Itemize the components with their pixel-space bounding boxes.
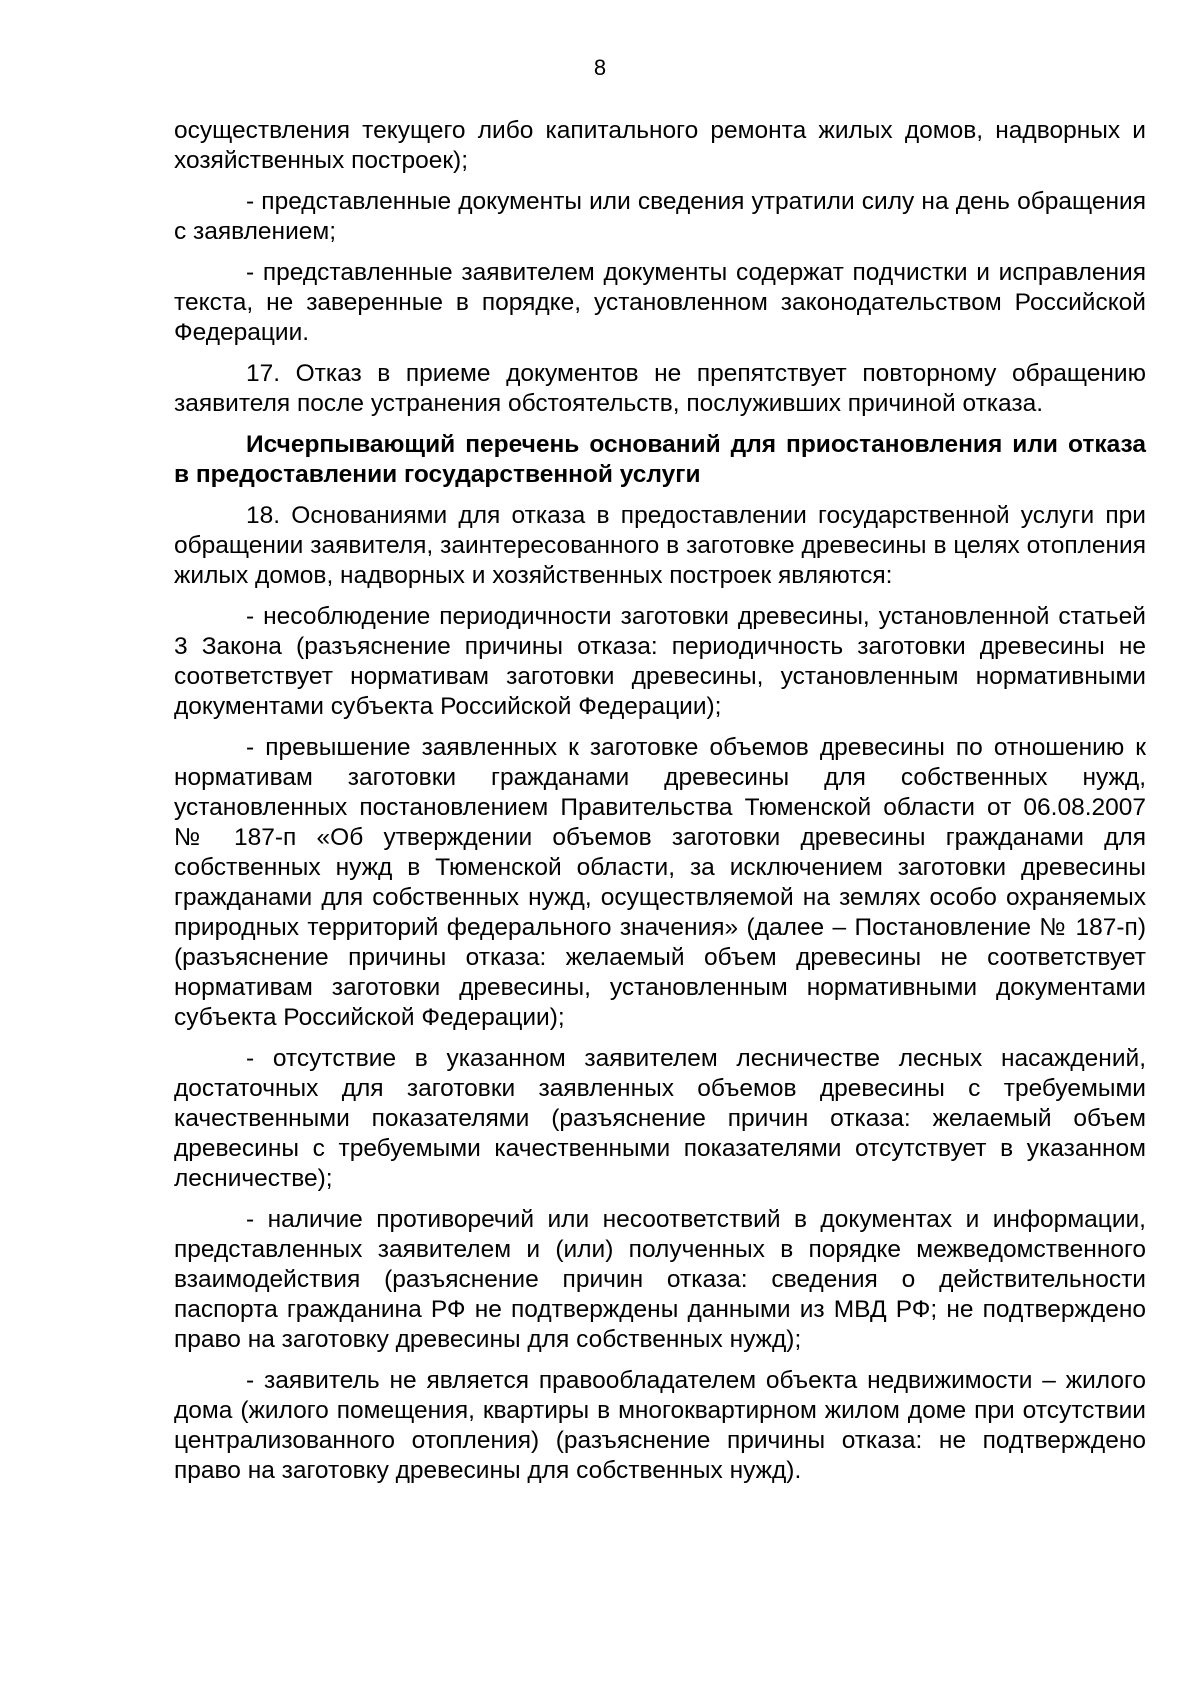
document-body <box>174 116 1146 1497</box>
paragraph-periodicity: - несоблюдение периодичности заготовки древесины, установленной статьей 3 Закона (разъяснение причины отказа: периодичность заготовки древесины не соответствует нормативам заготовки древесины, установленным нормативными документами субъекта Российской Федерации); <box>174 603 1146 720</box>
page-number: 8 <box>593 55 607 80</box>
paragraph-not-rightholder: - заявитель не является правообладателем объекта недвижимости – жилого дома (жилого помещения, квартиры в многоквартирном жилом доме при отсутствии централизованного отопления) (разъяснение причины отказа: не подтверждено право на заготовку древесины для собственных нужд). <box>174 1367 1146 1484</box>
paragraph-contradictions: - наличие противоречий или несоответствий в документах и информации, представленных заявителем и (или) полученных в порядке межведомственного взаимодействия (разъяснение причин отказа: сведения о действительности паспорта гражданина РФ не подтверждены данными из МВД РФ; не подтверждено право на заготовку древесины для собственных нужд); <box>174 1206 1146 1353</box>
paragraph-refusal-expired-documents: - представленные документы или сведения утратили силу на день обращения с заявлением; <box>174 188 1146 245</box>
paragraph-item-18: 18. Основаниями для отказа в предоставлении государственной услуги при обращении заявителя, заинтересованного в заготовке древесины в целях отопления жилых домов, надворных и хозяйственных построек являются: <box>174 502 1146 589</box>
paragraph-volume-excess: - превышение заявленных к заготовке объемов древесины по отношению к нормативам заготовки гражданами древесины для собственных нужд, установленных постановлением Правительства Тюменской области от 06.08.2007 № 187-п «Об утверждении объемов заготовки древесины гражданами для собственных нужд в Тюменской области, за исключением заготовки древесины гражданами для собственных нужд, осуществляемой на землях особо охраняемых природных территорий федерального значения» (далее – Постановление № 187-п) (разъяснение причины отказа: желаемый объем древесины не соответствует нормативам заготовки древесины, установленным нормативными документами субъекта Российской Федерации); <box>174 734 1146 1031</box>
paragraph-item-17: 17. Отказ в приеме документов не препятствует повторному обращению заявителя после устранения обстоятельств, послуживших причиной отказа. <box>174 360 1146 417</box>
paragraph-continuation: осуществления текущего либо капитального ремонта жилых домов, надворных и хозяйственных построек); <box>174 117 1146 174</box>
paragraph-refusal-corrections: - представленные заявителем документы содержат подчистки и исправления текста, не заверенные в порядке, установленном законодательством Российской Федерации. <box>174 259 1146 346</box>
paragraph-absence-plantings: - отсутствие в указанном заявителем лесничестве лесных насаждений, достаточных для заготовки заявленных объемов древесины с требуемыми качественными показателями (разъяснение причин отказа: желаемый объем древесины с требуемыми качественными показателями отсутствует в указанном лесничестве); <box>174 1045 1146 1192</box>
section-heading: Исчерпывающий перечень оснований для приостановления или отказа в предоставлении государственной услуги <box>174 431 1146 488</box>
